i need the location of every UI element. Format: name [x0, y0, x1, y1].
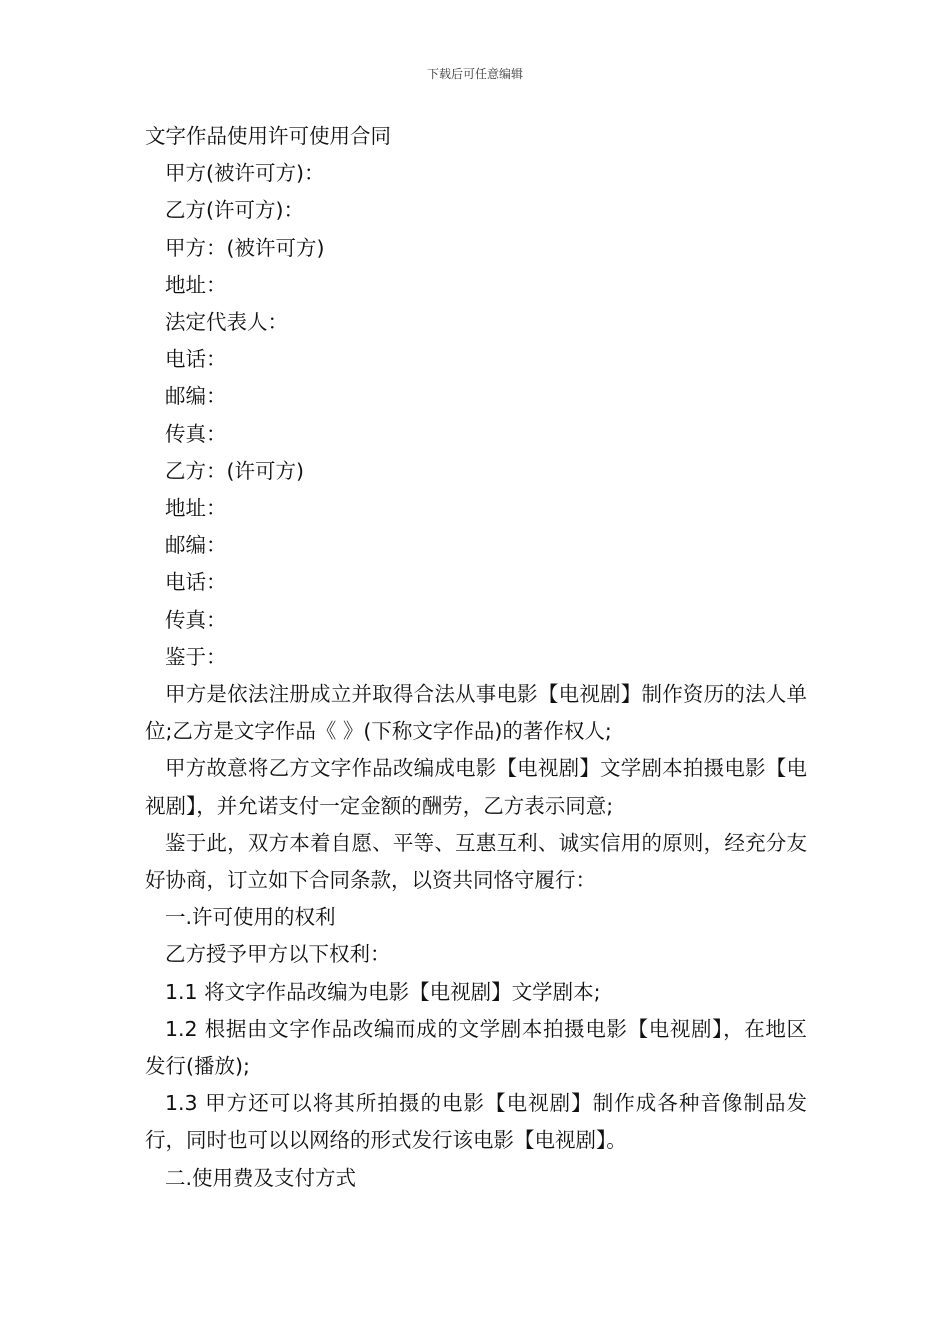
party-a-fax-field: 传真：	[165, 421, 227, 446]
party-b-address-field: 地址：	[165, 496, 227, 521]
party-a-label: 甲方(被许可方)：	[165, 161, 325, 186]
section-1-intro: 乙方授予甲方以下权利：	[165, 942, 391, 967]
page-header-note: 下载后可任意编辑	[426, 67, 523, 81]
clause-1-1: 1.1 将文字作品改编为电影【电视剧】文学剧本;	[165, 979, 601, 1004]
party-b-heading: 乙方：(许可方)	[165, 458, 304, 483]
party-a-address-field: 地址：	[165, 272, 227, 297]
party-b-postcode-field: 邮编：	[165, 533, 227, 558]
party-b-phone-field: 电话：	[165, 570, 227, 595]
contract-document	[145, 118, 807, 1197]
whereas-label: 鉴于：	[165, 644, 227, 669]
document-title: 文字作品使用许可使用合同	[145, 124, 391, 148]
party-b-fax-field: 传真：	[165, 607, 227, 632]
clause-1-2: 1.2 根据由文字作品改编而成的文学剧本拍摄电影【电视剧】，在地区发行(播放);	[145, 1016, 807, 1079]
paragraph-party-a-qualification: 甲方是依法注册成立并取得合法从事电影【电视剧】制作资历的法人单位;乙方是文字作品《 》(下称文字作品)的著作权人;	[145, 682, 807, 744]
party-a-postcode-field: 邮编：	[165, 384, 227, 409]
party-a-phone-field: 电话：	[165, 347, 227, 372]
party-a-heading: 甲方：(被许可方)	[165, 235, 325, 260]
section-1-heading: 一.许可使用的权利	[165, 905, 336, 930]
party-b-label: 乙方(许可方)：	[165, 198, 304, 223]
section-2-heading: 二.使用费及支付方式	[165, 1165, 357, 1190]
paragraph-agreement-basis: 鉴于此，双方本着自愿、平等、互惠互利、诚实信用的原则，经充分友好协商，订立如下合同条款，以资共同恪守履行：	[145, 830, 807, 893]
party-a-representative-field: 法定代表人：	[165, 310, 288, 335]
paragraph-adaptation-intent: 甲方故意将乙方文字作品改编成电影【电视剧】文学剧本拍摄电影【电视剧】，并允诺支付一定金额的酬劳，乙方表示同意;	[145, 756, 807, 818]
clause-1-3: 1.3 甲方还可以将其所拍摄的电影【电视剧】制作成各种音像制品发行，同时也可以以网络的形式发行该电影【电视剧】。	[145, 1091, 807, 1153]
